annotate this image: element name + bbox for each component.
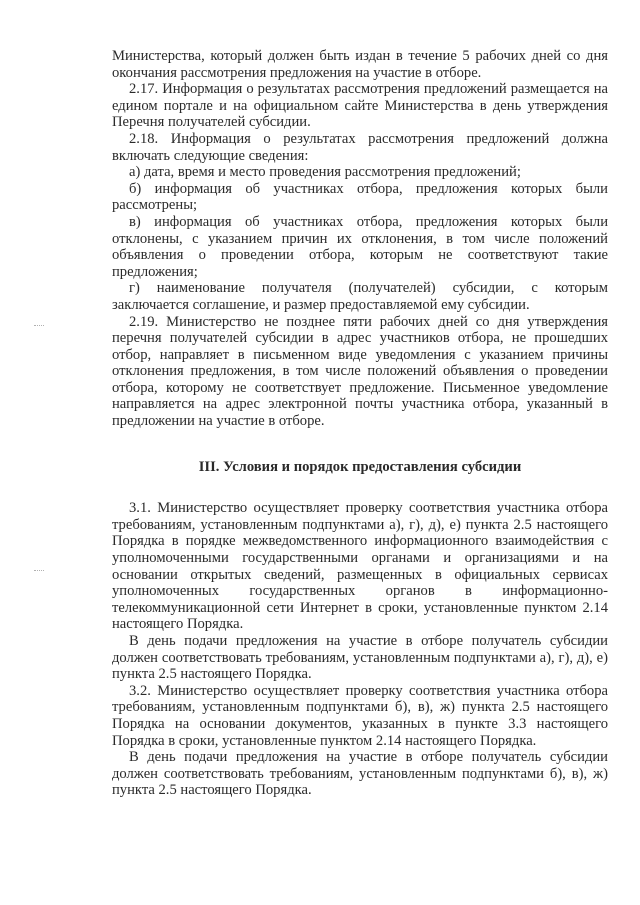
margin-mark bbox=[34, 570, 44, 573]
list-item-v: в) информация об участниках отбора, предложения которых были отклонены, с указанием причин их отклонения, в том числе положений объявления о проведении отбора, которым не соответствуют такие предложения; bbox=[112, 213, 608, 280]
document-page bbox=[112, 48, 608, 799]
section-heading: III. Условия и порядок предоставления субсидии bbox=[198, 458, 522, 475]
paragraph-2-17: 2.17. Информация о результатах рассмотрения предложений размещается на едином портале и на официальном сайте Министерства в день утверждения Перечня получателей субсидии. bbox=[112, 81, 608, 131]
list-item-b: б) информация об участниках отбора, предложения которых были рассмотрены; bbox=[112, 180, 608, 214]
paragraph: В день подачи предложения на участие в отборе получатель субсидии должен соответствовать требованиям, установленным подпунктами а), г), д), е) пункта 2.5 настоящего Порядка. bbox=[112, 633, 608, 683]
paragraph: Министерства, который должен быть издан в течение 5 рабочих дней со дня окончания рассмотрения предложения на участие в отборе. bbox=[112, 48, 608, 81]
list-item-g: г) наименование получателя (получателей) субсидии, с которым заключается соглашение, и размер предоставляемой ему субсидии. bbox=[112, 280, 608, 313]
paragraph-3-1: 3.1. Министерство осуществляет проверку соответствия участника отбора требованиям, установленным подпунктами а), г), д), е) пункта 2.5 настоящего Порядка в порядке межведомственного информационного взаимодействия с уполномоченными государственными органами и организациями и на основании открытых сведений, размещенных в официальных сервисах уполномоченных государственных органов в информационно-телекоммуникационной сети Интернет в сроки, установленные пунктом 2.14 настоящего Порядка. bbox=[112, 500, 608, 633]
paragraph-2-19: 2.19. Министерство не позднее пяти рабочих дней со дня утверждения перечня получателей субсидии в адрес участников отбора, не прошедших отбор, направляет в письменном виде уведомления с указанием причины отклонения предложения, в том числе положений объявления о проведении отбора, которому не соответствует предложение. Письменное уведомление направляется на адрес электронной почты участника отбора, указанный в предложении на участие в отборе. bbox=[112, 313, 608, 430]
paragraph: В день подачи предложения на участие в отборе получатель субсидии должен соответствовать требованиям, установленным подпунктами б), в), ж) пункта 2.5 настоящего Порядка. bbox=[112, 749, 608, 799]
margin-mark bbox=[34, 325, 44, 328]
list-item-a: а) дата, время и место проведения рассмотрения предложений; bbox=[129, 164, 521, 181]
paragraph-2-18: 2.18. Информация о результатах рассмотрения предложений должна включать следующие сведения: bbox=[112, 130, 608, 164]
paragraph-3-2: 3.2. Министерство осуществляет проверку соответствия участника отбора требованиям, установленным подпунктами б), в), ж) пункта 2.5 настоящего Порядка на основании документов, указанных в пункте 3.3 настоящего Порядка в сроки, установленные пунктом 2.14 настоящего Порядка. bbox=[112, 682, 608, 749]
